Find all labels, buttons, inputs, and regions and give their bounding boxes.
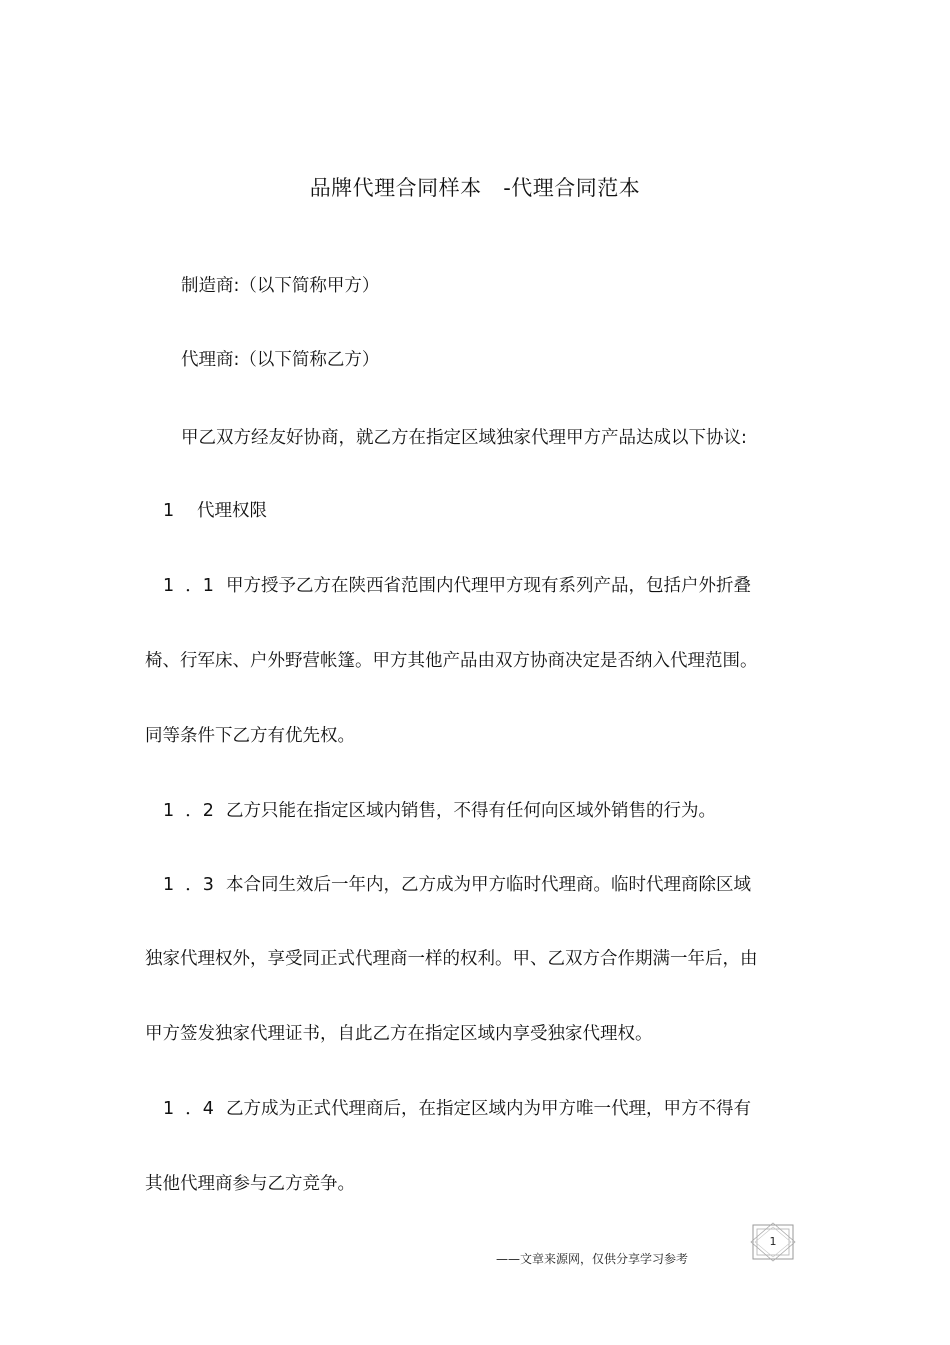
clause-number: 1 ．4 — [163, 1099, 214, 1119]
clause-number: 1 ．3 — [163, 875, 214, 895]
clause-line: 乙方只能在指定区域内销售，不得有任何向区域外销售的行为。 — [226, 801, 716, 821]
clause-line: 甲方签发独家代理证书，自此乙方在指定区域内享受独家代理权。 — [145, 1024, 653, 1044]
clause-line: 其他代理商参与乙方竞争。 — [145, 1174, 355, 1194]
page-number: 1 — [769, 1235, 777, 1248]
clause-number: 1 ．1 — [163, 576, 214, 596]
section-number: 1 — [163, 501, 175, 521]
clause-line: 本合同生效后一年内，乙方成为甲方临时代理商。临时代理商除区域 — [226, 875, 751, 895]
clause-line: 乙方成为正式代理商后，在指定区域内为甲方唯一代理，甲方不得有 — [226, 1099, 751, 1119]
document-title: 品牌代理合同样本 -代理合同范本 — [309, 176, 641, 200]
party-b-line: 代理商:（以下简称乙方） — [181, 350, 380, 370]
intro-paragraph: 甲乙双方经友好协商，就乙方在指定区域独家代理甲方产品达成以下协议: — [181, 428, 747, 448]
section-heading: 代理权限 — [197, 501, 267, 521]
party-a-line: 制造商:（以下简称甲方） — [181, 276, 380, 296]
clause-line: 甲方授予乙方在陕西省范围内代理甲方现有系列产品，包括户外折叠 — [226, 576, 751, 596]
footer-source-note: ——文章来源网，仅供分享学习参考 — [496, 1252, 689, 1266]
clause-number: 1 ．2 — [163, 801, 214, 821]
clause-line: 椅、行军床、户外野营帐篷。甲方其他产品由双方协商决定是否纳入代理范围。 — [145, 651, 758, 671]
clause-line: 同等条件下乙方有优先权。 — [145, 726, 355, 746]
clause-line: 独家代理权外，享受同正式代理商一样的权利。甲、乙双方合作期满一年后，由 — [145, 949, 758, 969]
